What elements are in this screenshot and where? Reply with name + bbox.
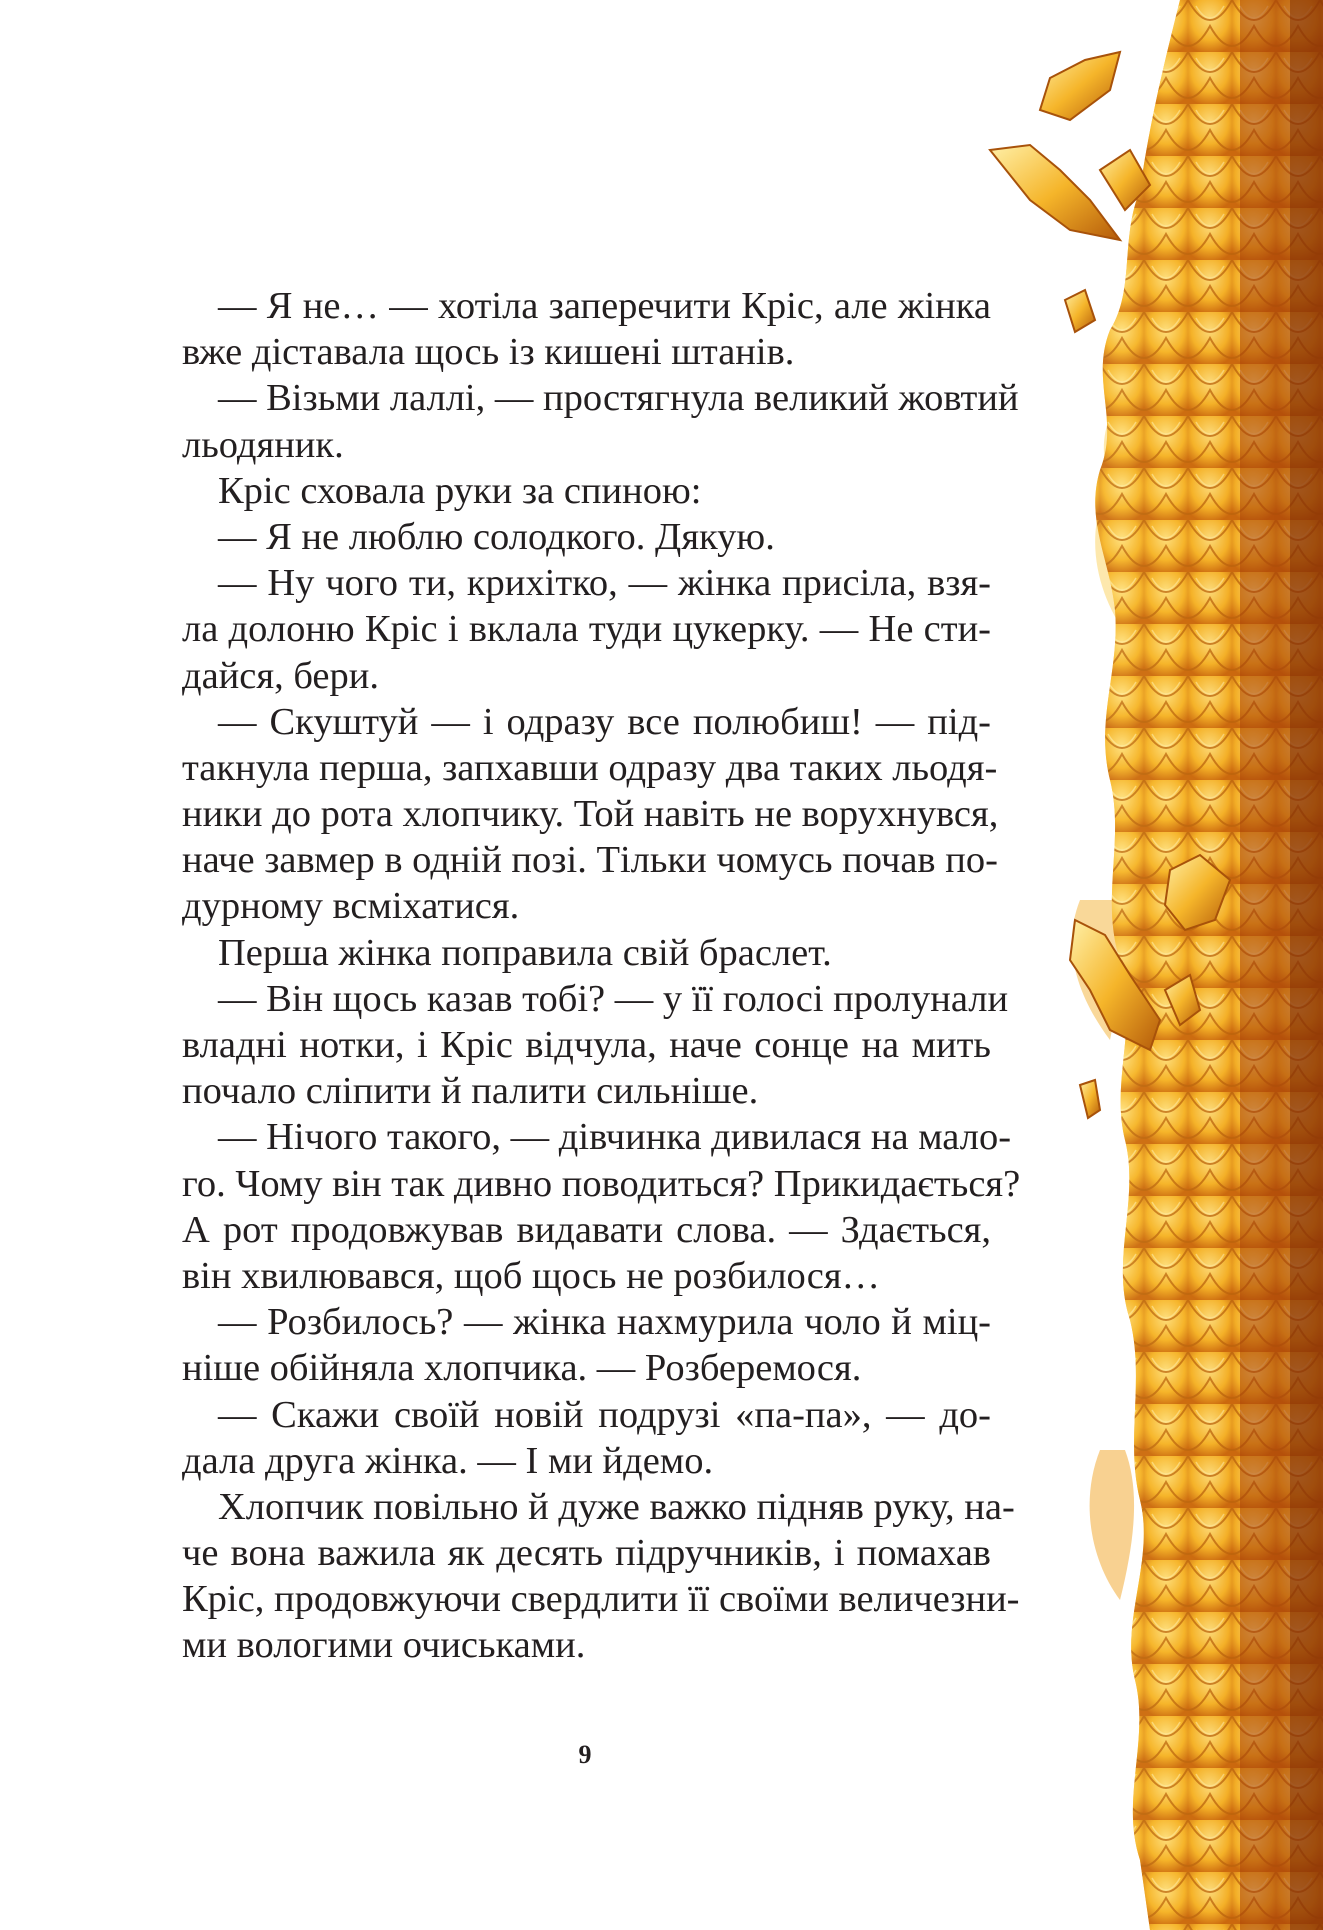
text-line: він хвилювався, щоб щось не розбилося… — [182, 1254, 881, 1297]
text-line: — Ну чого ти, крихітко, — жінка присіла, взя- — [218, 562, 991, 605]
text-line: наче завмер в одній позі. Тільки чомусь почав по- — [182, 839, 998, 882]
text-line: дала друга жінка. — І ми йдемо. — [182, 1439, 714, 1482]
text-line: владні нотки, і Кріс відчула, наче сонце на мить — [182, 1024, 991, 1066]
text-line: такнула перша, запхавши одразу два таких льодя- — [182, 746, 998, 789]
page-number: 9 — [578, 1740, 592, 1769]
text-line: почало сліпити й палити сильніше. — [182, 1070, 759, 1113]
text-line: ла долоню Кріс і вклала туди цукерку. — Не сти- — [182, 608, 991, 651]
text-line: А рот продовжував видавати слова. — Здається, — [182, 1208, 991, 1251]
text-line: вже діставала щось із кишені штанів. — [182, 331, 795, 374]
text-line: ники до рота хлопчику. Той навіть не ворухнувся, — [182, 793, 999, 836]
text-line: льодяник. — [182, 423, 344, 466]
text-line: че вона важила як десять підручників, і помахав — [182, 1532, 991, 1575]
text-line: — Він щось казав тобі? — у її голосі пролунали — [218, 977, 1009, 1020]
text-line: — Розбилось? — жінка нахмурила чоло й міц- — [218, 1301, 991, 1344]
text-line: Кріс сховала руки за спиною: — [218, 469, 702, 512]
text-line: — Я не люблю солодкого. Дякую. — [218, 515, 775, 558]
body-text — [182, 283, 1021, 1669]
text-line: — Нічого такого, — дівчинка дивилася на мало- — [218, 1116, 1012, 1159]
text-line: Кріс, продовжуючи свердлити її своїми величезни- — [182, 1578, 1020, 1621]
text-line: дурному всміхатися. — [182, 885, 520, 928]
text-line: го. Чому він так дивно поводиться? Прикидається? — [182, 1162, 1021, 1205]
text-line: дайся, бери. — [182, 654, 379, 697]
text-line: Хлопчик повільно й дуже важко підняв руку, на- — [218, 1485, 1015, 1528]
text-line: — Скажи своїй новій подрузі «па-па», — до- — [218, 1393, 991, 1436]
text-line: ніше обійняла хлопчика. — Розберемося. — [182, 1347, 862, 1390]
text-line: — Я не… — хотіла заперечити Кріс, але жінка — [218, 285, 991, 327]
text-line: — Візьми лаллі, — простягнула великий жовтий — [218, 377, 1019, 420]
text-line: — Скуштуй — і одразу все полюбиш! — під- — [218, 700, 991, 743]
text-line: ми вологими очиськами. — [182, 1624, 586, 1667]
text-line: Перша жінка поправила свій браслет. — [218, 931, 832, 974]
golden-scale-fragments — [990, 52, 1230, 1118]
